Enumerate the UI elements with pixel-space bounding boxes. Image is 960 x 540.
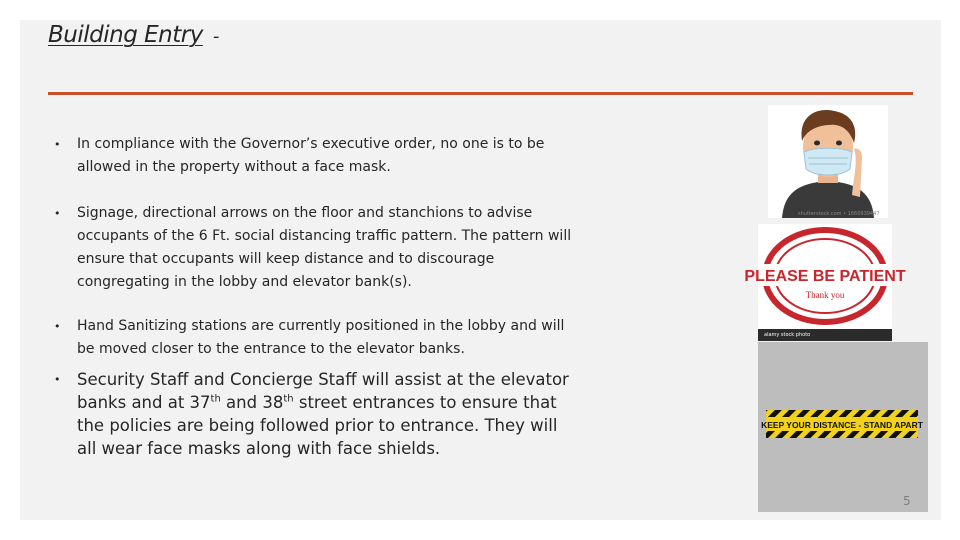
bullet-item-face-mask	[54, 133, 574, 179]
bullet-text: Security Staff and Concierge Staff will assist at the elevator banks and at 37th and 38th street entrances to ensure that the policies are being followed prior to entrance. They will all wear face masks along with face shields.	[77, 370, 569, 458]
bullet-text: Signage, directional arrows on the floor and stanchions to advise occupants of the 6 Ft. social distancing traffic pattern. The pattern will ensure that occupants will keep distance and to discourage congregating in the lobby and elevator bank(s).	[77, 205, 572, 290]
person-wearing-mask-image	[768, 105, 888, 218]
title-divider	[48, 92, 913, 95]
bullet-marker: •	[54, 138, 61, 151]
slide-title	[48, 22, 219, 48]
bullet-text: In compliance with the Governor’s executive order, no one is to be allowed in the property without a face mask.	[77, 136, 545, 175]
keep-distance-floor-tape-image	[758, 342, 928, 512]
stock-photo-label: alamy stock photo	[758, 329, 892, 341]
please-be-patient-image	[744, 224, 906, 341]
bullet-marker: •	[54, 207, 61, 220]
bullet-text: Hand Sanitizing stations are currently positioned in the lobby and will be moved closer to the entrance to the elevator banks.	[77, 318, 565, 357]
floor-tape-sign	[758, 342, 928, 512]
slide	[20, 20, 941, 520]
person-wearing-face-mask-icon	[768, 105, 888, 218]
page-number: 5	[903, 494, 911, 508]
bullet-item-sanitizing	[54, 315, 574, 361]
slide-title-dash: -	[212, 26, 219, 47]
floor-tape-text: KEEP YOUR DISTANCE - STAND APART	[761, 420, 923, 430]
bullet-item-signage	[54, 202, 574, 294]
bullet-item-security-staff	[54, 368, 574, 460]
stamp-main-text: PLEASE BE PATIENT	[744, 268, 906, 285]
please-be-patient-stamp	[744, 224, 906, 329]
slide-title-text: Building Entry	[48, 22, 203, 48]
bullet-marker: •	[54, 373, 61, 386]
image-credit: shutterstock.com • 1660939447	[798, 211, 880, 217]
stamp-sub-text: Thank you	[805, 290, 845, 300]
bullet-marker: •	[54, 320, 61, 333]
